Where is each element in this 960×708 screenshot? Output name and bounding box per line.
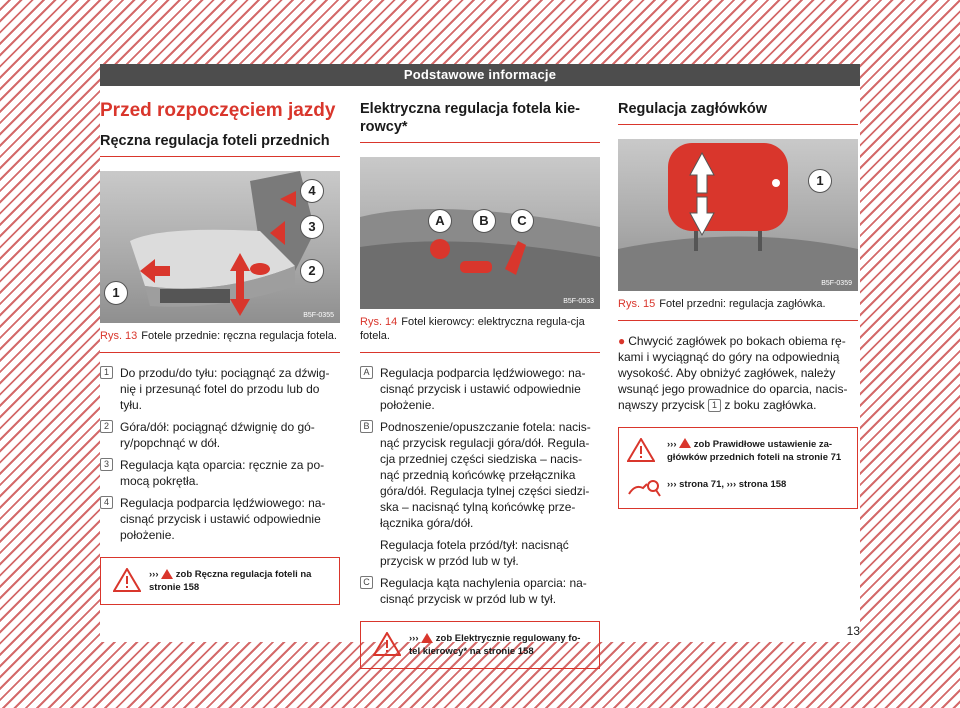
step-badge: 4	[100, 496, 113, 509]
callout-2: 2	[300, 259, 324, 283]
headrest-instructions	[618, 333, 858, 413]
tools-icon	[627, 478, 661, 498]
figure-electric-seat	[360, 157, 600, 309]
para-text-before: Chwycić zagłówek po bokach obiema rę-kami i wyciągnąć do góry na odpowiednią wysokość. Aby obniżyć zagłówek, należy wsunąć jego prowadnice do oparcia, nacis-nąwszy przycisk	[618, 334, 848, 412]
callout-4: 4	[300, 179, 324, 203]
caption-text: Fotele przednie: ręczna regulacja fotela.	[141, 330, 337, 342]
figure-caption	[100, 329, 340, 353]
caption-text: Fotel kierowcy: elektryczna regula-cja fotela.	[360, 316, 585, 342]
caption-label: Rys. 13	[100, 330, 138, 342]
page-number: 13	[846, 624, 860, 638]
bullet-icon: ●	[618, 334, 626, 348]
step-badge: C	[360, 576, 373, 589]
section-header: Podstawowe informacje	[100, 64, 860, 86]
callout-1: 1	[104, 281, 128, 305]
figure-code: B5F-0355	[303, 312, 334, 319]
warning-link[interactable]: zob Ręczna regulacja foteli na stronie 158	[149, 569, 312, 593]
warning-link[interactable]: zob Prawidłowe ustawienie za-główków przednich foteli na stronie 71	[667, 439, 842, 463]
step-list	[360, 365, 600, 607]
warning-icon	[627, 438, 655, 462]
chapter-title: Przed rozpoczęciem jazdy	[100, 100, 336, 121]
step-text: Podnoszenie/opuszczanie fotela: nacis-nąć przycisk regulacji góra/dół. Regula-cja przedniej części siedziska – nacis-nąć przednią końcówkę przełącznika góra/dół. Regulacja tylnej części siedzi-ska – nacisnąć tylną końcówkę prze-łącznika góra/dół.	[380, 420, 591, 530]
step-badge: 2	[100, 420, 113, 433]
list-item	[360, 365, 600, 413]
warning-link[interactable]: zob Elektrycznie regulowany fo-tel kierowcy* na stronie 158	[409, 633, 581, 657]
step-extra-text: Regulacja fotela przód/tył: nacisnąć przycisk w przód lub w tył.	[380, 538, 569, 568]
info-box	[618, 427, 858, 509]
callout-1: 1	[808, 169, 832, 193]
figure-headrest	[618, 139, 858, 291]
warning-icon	[113, 568, 141, 592]
caption-text: Fotel przedni: regulacja zagłówka.	[659, 298, 826, 310]
column-electric-seat	[360, 86, 600, 669]
info-warning-row	[667, 438, 847, 470]
warning-arrows: ›››	[667, 439, 677, 450]
caption-label: Rys. 14	[360, 316, 398, 328]
step-text: Do przodu/do tyłu: pociągnąć za dźwig-nię i przesunąć fotel do przodu lub do tyłu.	[120, 366, 330, 412]
column-headrest	[618, 86, 858, 509]
callout-c: C	[510, 209, 534, 233]
list-item	[360, 419, 600, 531]
figure-code: B5F-0359	[821, 280, 852, 287]
step-badge: 1	[100, 366, 113, 379]
figure-manual-seat	[100, 171, 340, 323]
list-item	[360, 575, 600, 607]
column-manual-seat	[100, 86, 340, 605]
callout-b: B	[472, 209, 496, 233]
headrest-illustration	[618, 139, 858, 291]
inline-callout-badge: 1	[708, 399, 721, 412]
info-reference-row	[667, 478, 847, 498]
figure-code: B5F-0533	[563, 298, 594, 305]
step-badge: A	[360, 366, 373, 379]
warning-box	[360, 621, 600, 669]
step-text: Regulacja kąta oparcia: ręcznie za po-mocą pokrętła.	[120, 458, 325, 488]
list-item	[100, 495, 340, 543]
reference-links[interactable]: ››› strona 71, ››› strona 158	[667, 479, 787, 490]
list-item	[100, 419, 340, 451]
figure-caption	[360, 315, 600, 353]
warning-arrows: ›››	[409, 633, 419, 644]
warning-box	[100, 557, 340, 605]
warning-arrows: ›››	[149, 569, 159, 580]
step-list	[100, 365, 340, 543]
caption-label: Rys. 15	[618, 298, 656, 310]
step-text: Regulacja kąta nachylenia oparcia: na-cisnąć przycisk w przód lub w tył.	[380, 576, 587, 606]
manual-page	[100, 64, 860, 657]
step-text: Regulacja podparcia lędźwiowego: na-cisnąć przycisk i ustawić odpowiednie położenie.	[380, 366, 586, 412]
section-title-headrest: Regulacja zagłówków	[618, 100, 858, 125]
seat-controls-illustration	[360, 157, 600, 309]
warning-small-icon	[421, 633, 433, 643]
warning-small-icon	[679, 438, 691, 448]
callout-a: A	[428, 209, 452, 233]
section-title-manual: Ręczna regulacja foteli przednich	[100, 132, 340, 157]
list-item	[100, 457, 340, 489]
para-text-after: z boku zagłówka.	[724, 398, 817, 412]
step-badge: 3	[100, 458, 113, 471]
warning-icon	[373, 632, 401, 656]
callout-3: 3	[300, 215, 324, 239]
figure-caption	[618, 297, 858, 321]
warning-small-icon	[161, 569, 173, 579]
step-badge: B	[360, 420, 373, 433]
section-title-electric: Elektryczna regulacja fotela kie-rowcy*	[360, 100, 600, 143]
step-text: Góra/dół: pociągnąć dźwignię do gó-ry/popchnąć w dół.	[120, 420, 315, 450]
step-text: Regulacja podparcia lędźwiowego: na-cisnąć przycisk i ustawić odpowiednie położenie.	[120, 496, 326, 542]
list-item	[100, 365, 340, 413]
